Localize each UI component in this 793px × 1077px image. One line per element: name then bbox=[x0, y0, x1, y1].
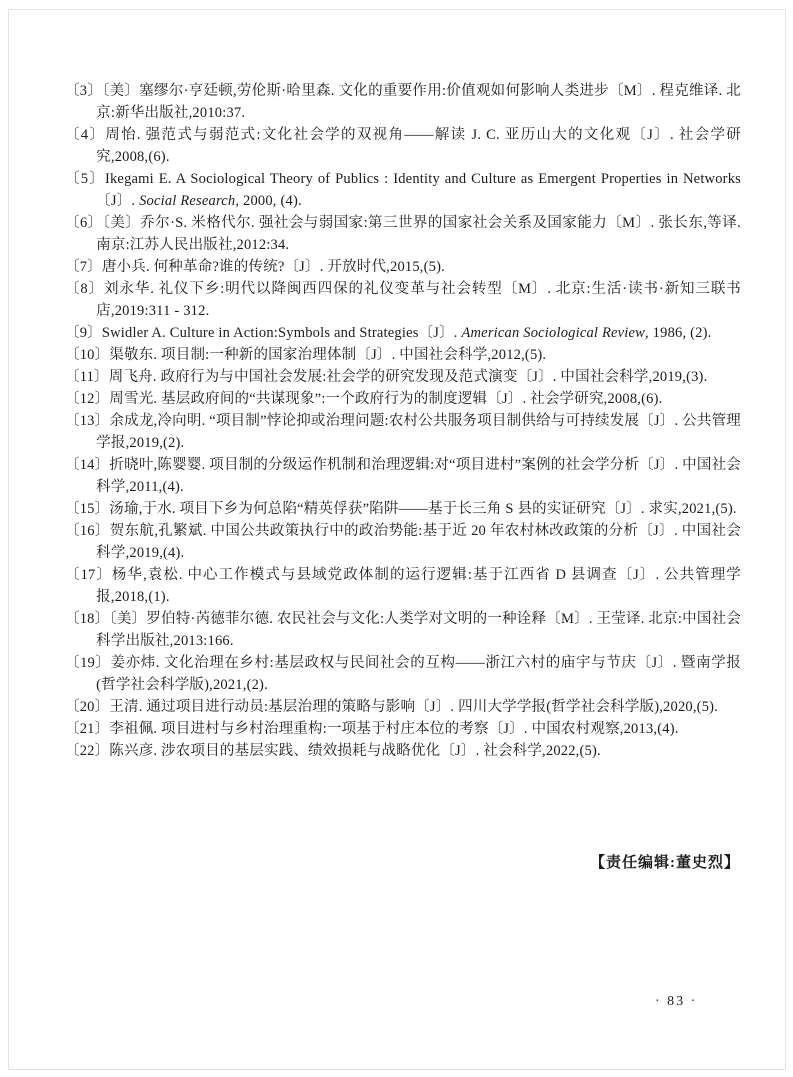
reference-text: 〔21〕李祖佩. 项目进村与乡村治理重构:一项基于村庄本位的考察〔J〕. 中国农村观察,2013,(4). bbox=[65, 721, 679, 737]
reference-item bbox=[65, 696, 741, 718]
reference-item bbox=[65, 652, 741, 696]
reference-item bbox=[65, 520, 741, 564]
reference-item bbox=[65, 80, 741, 124]
reference-text: 〔14〕折晓叶,陈婴婴. 项目制的分级运作机制和治理逻辑:对“项目进村”案例的社会学分析〔J〕. 中国社会科学,2011,(4). bbox=[65, 457, 741, 495]
reference-text: 〔18〕〔美〕罗伯特·芮德菲尔德. 农民社会与文化:人类学对文明的一种诠释〔M〕. 王莹译. 北京:中国社会科学出版社,2013:166. bbox=[65, 611, 741, 649]
reference-item bbox=[65, 212, 741, 256]
reference-text: 〔19〕姜亦炜. 文化治理在乡村:基层政权与民间社会的互构——浙江六村的庙宇与节庆〔J〕. 暨南学报(哲学社会科学版),2021,(2). bbox=[65, 655, 741, 693]
journal-title-italic: American Sociological Review bbox=[461, 325, 646, 341]
responsible-editor-credit: 【责任编辑:董史烈】 bbox=[590, 855, 740, 871]
reference-text: , 2000, (4). bbox=[235, 193, 302, 209]
reference-list bbox=[65, 80, 741, 762]
reference-item bbox=[65, 740, 741, 762]
page-number: · 83 · bbox=[655, 994, 698, 1009]
reference-item bbox=[65, 278, 741, 322]
reference-text: 〔8〕刘永华. 礼仪下乡:明代以降闽西四保的礼仪变革与社会转型〔M〕. 北京:生活·读书·新知三联书店,2019:311 - 312. bbox=[65, 281, 741, 319]
reference-text: 〔9〕Swidler A. Culture in Action:Symbols and Strategies〔J〕. bbox=[65, 325, 462, 341]
reference-item bbox=[65, 498, 741, 520]
journal-title-italic: Social Research bbox=[139, 193, 236, 209]
reference-item bbox=[65, 388, 741, 410]
reference-text: 〔15〕汤瑜,于水. 项目下乡为何总陷“精英俘获”陷阱——基于长三角 S 县的实证研究〔J〕. 求实,2021,(5). bbox=[65, 501, 737, 517]
reference-item bbox=[65, 256, 741, 278]
reference-text: 〔4〕周怡. 强范式与弱范式:文化社会学的双视角——解读 J. C. 亚历山大的文化观〔J〕. 社会学研究,2008,(6). bbox=[65, 127, 741, 165]
reference-item bbox=[65, 168, 741, 212]
reference-text: 〔3〕〔美〕塞缪尔·亨廷顿,劳伦斯·哈里森. 文化的重要作用:价值观如何影响人类进步〔M〕. 程克维译. 北京:新华出版社,2010:37. bbox=[65, 83, 741, 121]
reference-item bbox=[65, 718, 741, 740]
reference-text: 〔10〕渠敬东. 项目制:一种新的国家治理体制〔J〕. 中国社会科学,2012,(5). bbox=[65, 347, 547, 363]
reference-text: 〔20〕王清. 通过项目进行动员:基层治理的策略与影响〔J〕. 四川大学学报(哲学社会科学版),2020,(5). bbox=[65, 699, 719, 715]
reference-item bbox=[65, 410, 741, 454]
reference-text: 〔12〕周雪光. 基层政府间的“共谋现象”:一个政府行为的制度逻辑〔J〕. 社会学研究,2008,(6). bbox=[65, 391, 663, 407]
reference-item bbox=[65, 454, 741, 498]
reference-text: 〔7〕唐小兵. 何种革命?谁的传统?〔J〕. 开放时代,2015,(5). bbox=[65, 259, 445, 275]
reference-text: 〔17〕杨华,袁松. 中心工作模式与县域党政体制的运行逻辑:基于江西省 D 县调查〔J〕. 公共管理学报,2018,(1). bbox=[65, 567, 741, 605]
reference-item bbox=[65, 608, 741, 652]
reference-text: , 1986, (2). bbox=[645, 325, 712, 341]
reference-text: 〔11〕周飞舟. 政府行为与中国社会发展:社会学的研究发现及范式演变〔J〕. 中国社会科学,2019,(3). bbox=[65, 369, 708, 385]
reference-text: 〔16〕贺东航,孔繁斌. 中国公共政策执行中的政治势能:基于近 20 年农村林改政策的分析〔J〕. 中国社会科学,2019,(4). bbox=[65, 523, 741, 561]
reference-item bbox=[65, 366, 741, 388]
reference-item bbox=[65, 322, 741, 344]
reference-item bbox=[65, 124, 741, 168]
reference-text: 〔5〕Ikegami E. A Sociological Theory of Publics : Identity and Culture as Emergent Properties in Networks〔J〕. bbox=[65, 171, 741, 209]
reference-item bbox=[65, 564, 741, 608]
reference-text: 〔13〕余成龙,冷向明. “项目制”悖论抑或治理问题:农村公共服务项目制供给与可持续发展〔J〕. 公共管理学报,2019,(2). bbox=[65, 413, 741, 451]
reference-text: 〔6〕〔美〕乔尔·S. 米格代尔. 强社会与弱国家:第三世界的国家社会关系及国家能力〔M〕. 张长东,等译. 南京:江苏人民出版社,2012:34. bbox=[65, 215, 741, 253]
reference-text: 〔22〕陈兴彦. 涉农项目的基层实践、绩效损耗与战略优化〔J〕. 社会科学,2022,(5). bbox=[65, 743, 601, 759]
reference-item bbox=[65, 344, 741, 366]
